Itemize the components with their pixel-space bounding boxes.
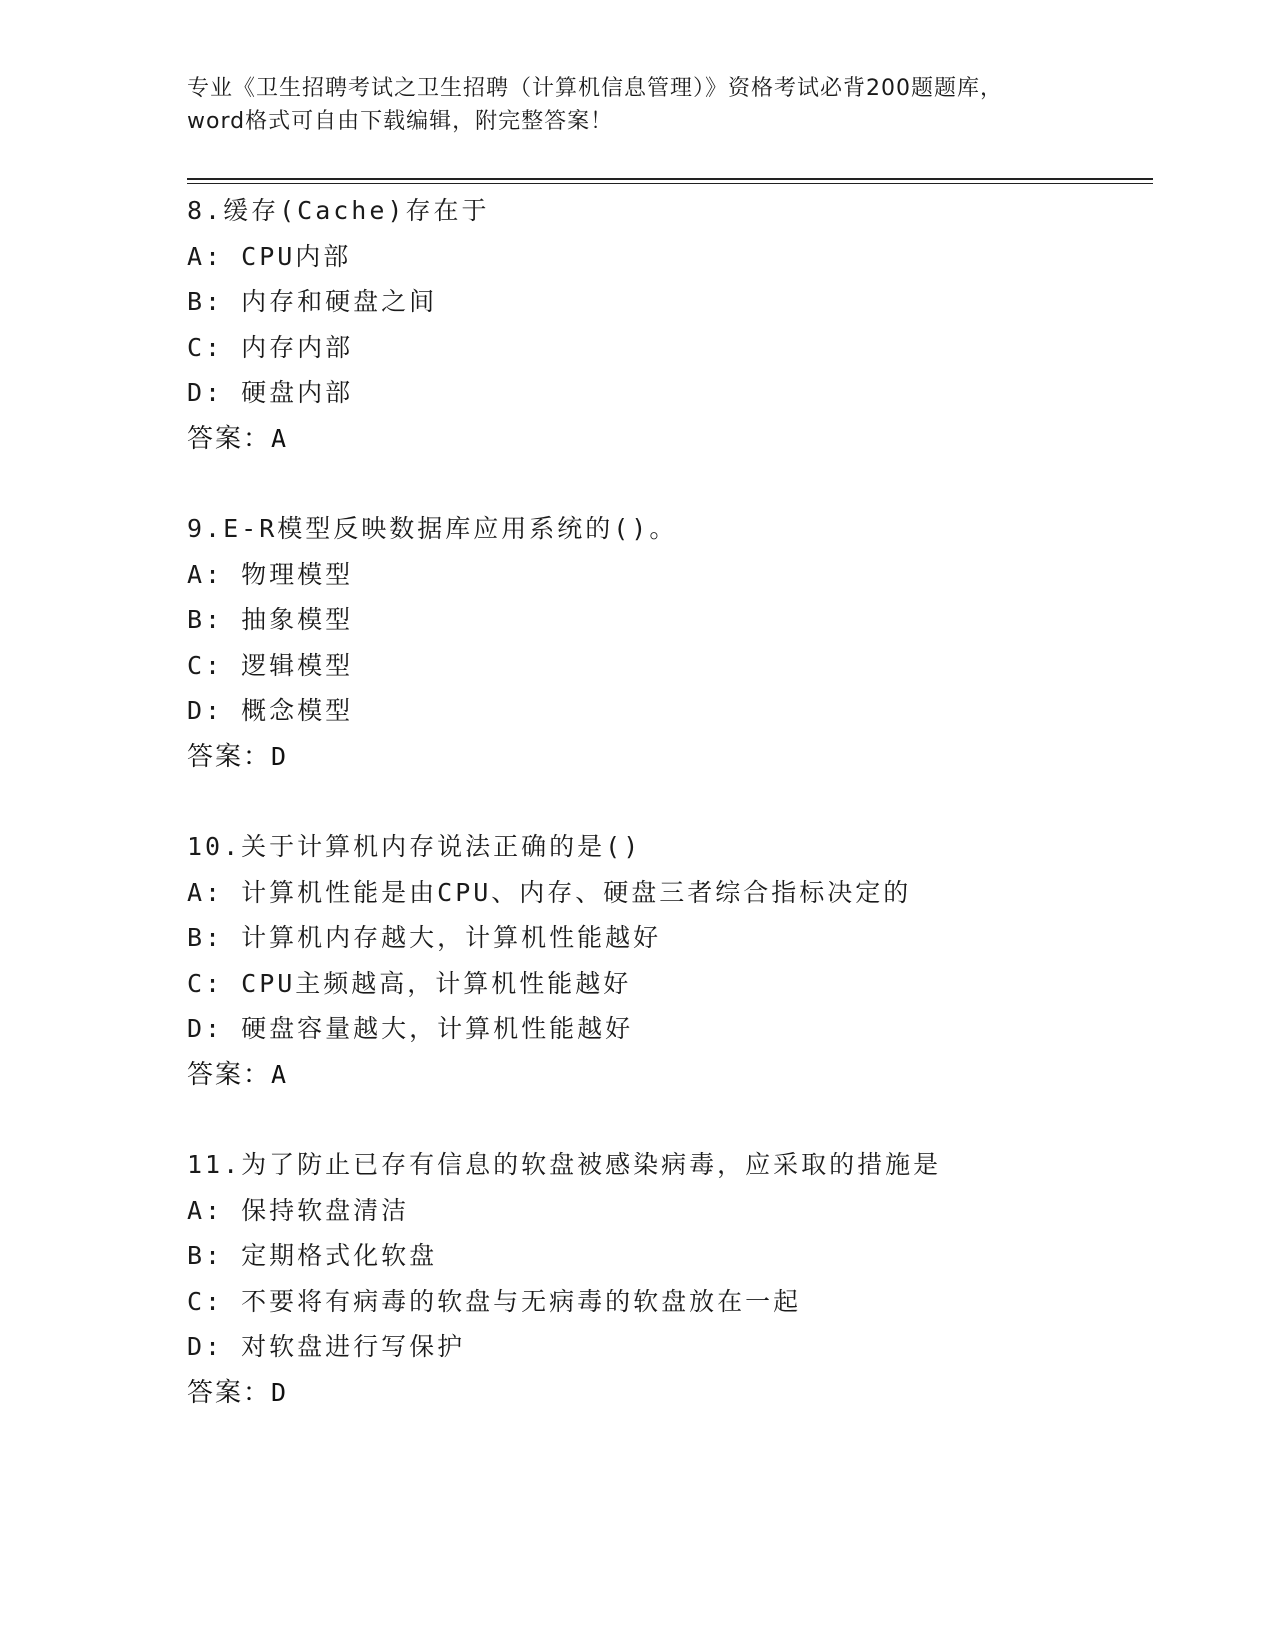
option-c: C: 内存内部 xyxy=(187,332,354,362)
question-block xyxy=(187,824,1147,1097)
header-line-1: 专业《卫生招聘考试之卫生招聘（计算机信息管理）》资格考试必背200题题库， xyxy=(187,76,1003,101)
answer-value: A xyxy=(271,1059,289,1089)
document-header xyxy=(187,72,1087,138)
question-block xyxy=(187,188,1147,461)
answer-label: 答案： xyxy=(187,741,272,772)
answer-line xyxy=(187,1052,1147,1098)
option-d: D: 硬盘容量越大，计算机性能越好 xyxy=(187,1014,634,1043)
option-c: C: 逻辑模型 xyxy=(187,650,354,680)
option-a: A: 物理模型 xyxy=(187,559,354,589)
option-c: C: 不要将有病毒的软盘与无病毒的软盘放在一起 xyxy=(187,1286,802,1316)
option-b: B: 内存和硬盘之间 xyxy=(187,287,438,316)
option-a: A: 计算机性能是由CPU、内存、硬盘三者综合指标决定的 xyxy=(187,877,912,907)
header-line-2: word格式可自由下载编辑，附完整答案！ xyxy=(187,109,614,134)
option-b: B: 计算机内存越大，计算机性能越好 xyxy=(187,923,662,952)
header-divider-thin xyxy=(187,183,1153,184)
question-stem: 8.缓存(Cache)存在于 xyxy=(187,196,490,225)
option-d: D: 对软盘进行写保护 xyxy=(187,1332,466,1361)
question-stem: 11.为了防止已存有信息的软盘被感染病毒，应采取的措施是 xyxy=(187,1150,942,1179)
question-block xyxy=(187,1142,1147,1415)
answer-label: 答案： xyxy=(187,423,272,454)
answer-line xyxy=(187,734,1147,780)
option-a: A: CPU内部 xyxy=(187,241,352,271)
option-b: B: 定期格式化软盘 xyxy=(187,1241,438,1270)
answer-value: D xyxy=(271,1377,289,1407)
answer-value: D xyxy=(271,741,289,771)
answer-line xyxy=(187,1370,1147,1416)
option-c: C: CPU主频越高，计算机性能越好 xyxy=(187,968,632,998)
answer-value: A xyxy=(271,423,289,453)
answer-line xyxy=(187,416,1147,462)
answer-label: 答案： xyxy=(187,1377,272,1408)
option-a: A: 保持软盘清洁 xyxy=(187,1195,410,1225)
option-d: D: 概念模型 xyxy=(187,696,354,725)
question-block xyxy=(187,506,1147,779)
header-divider-thick xyxy=(187,178,1153,180)
question-stem: 9.E-R模型反映数据库应用系统的()。 xyxy=(187,514,678,543)
question-stem: 10.关于计算机内存说法正确的是() xyxy=(187,832,642,861)
option-d: D: 硬盘内部 xyxy=(187,378,354,407)
option-b: B: 抽象模型 xyxy=(187,605,354,634)
answer-label: 答案： xyxy=(187,1059,272,1090)
